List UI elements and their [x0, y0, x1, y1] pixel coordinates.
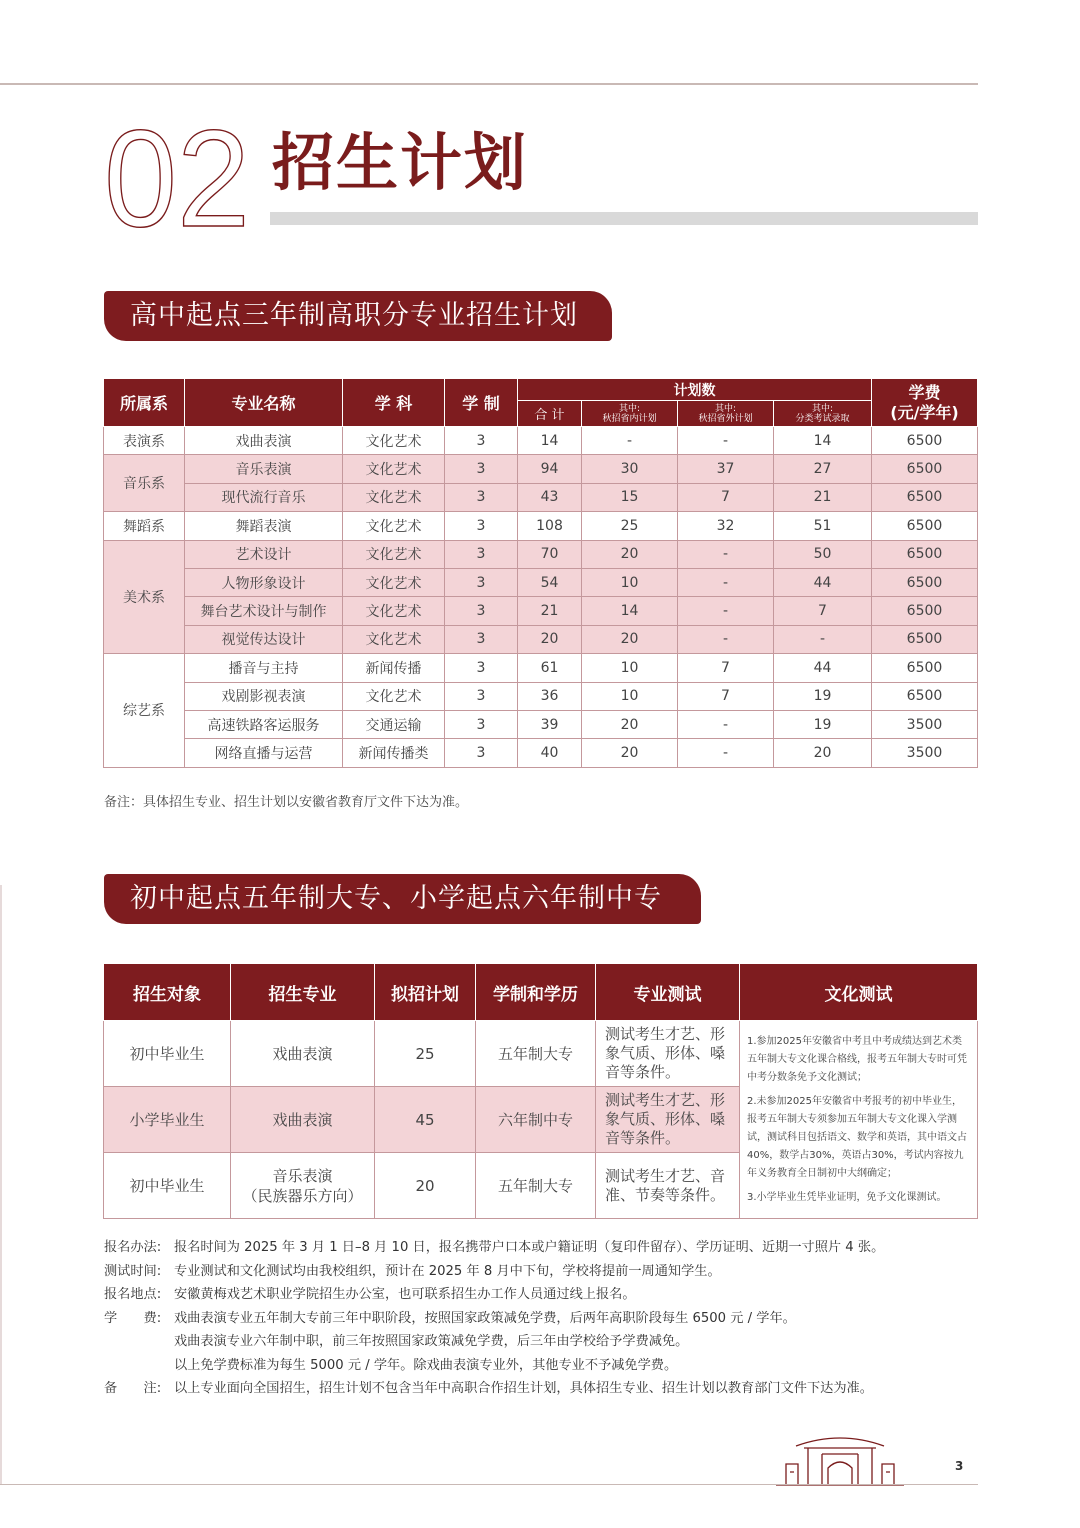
cell-fee: 6500: [872, 654, 978, 682]
cell-years: 3: [445, 625, 518, 653]
cell-years: 3: [445, 540, 518, 568]
cell-total: 21: [518, 597, 582, 625]
cell-dept: 综艺系: [104, 654, 185, 768]
note-text: 戏曲表演专业五年制大专前三年中职阶段，按照国家政策减免学费，后两年高职阶段每生 6500 元 / 学年。: [174, 1310, 796, 1326]
building-icon: [774, 1428, 906, 1488]
cell-fee: 6500: [872, 512, 978, 540]
th2-plan: 拟招计划: [375, 964, 476, 1021]
cell-in: 15: [582, 483, 678, 511]
th-fee-label: 学费: [908, 382, 941, 402]
cell-subject: 文化艺术: [343, 597, 445, 625]
cell-in: 20: [582, 710, 678, 738]
cell-in: 25: [582, 512, 678, 540]
cell-subject: 文化艺术: [343, 682, 445, 710]
cell-major: 舞蹈表演: [185, 512, 343, 540]
cell-out: -: [678, 427, 774, 455]
cell-subject: 文化艺术: [343, 540, 445, 568]
cell-pro-test: 测试考生才艺、音准、节奏等条件。: [596, 1153, 740, 1219]
cell-major: 艺术设计: [185, 540, 343, 568]
cell-years: 3: [445, 739, 518, 767]
cell-total: 108: [518, 512, 582, 540]
top-rule: [0, 83, 978, 85]
cell-out: 7: [678, 682, 774, 710]
note-text: 戏曲表演专业六年制中职，前三年按照国家政策减免学费，后三年由学校给予学费减免。: [174, 1334, 689, 1349]
cell-exam: 14: [774, 427, 872, 455]
cell-dept: 美术系: [104, 540, 185, 654]
cell-out: -: [678, 540, 774, 568]
cell-total: 43: [518, 483, 582, 511]
note-label: 学 费:: [104, 1310, 162, 1326]
note-label: 备 注:: [104, 1381, 162, 1396]
note-row: [104, 1283, 884, 1307]
th-in-province: 其中: 秋招省内计划: [582, 401, 678, 427]
th-major: 专业名称: [185, 379, 343, 427]
cell-subject: 文化艺术: [343, 568, 445, 596]
cell-pro-test: 测试考生才艺、形象气质、形体、嗓音等条件。: [596, 1087, 740, 1153]
cell-exam: 20: [774, 739, 872, 767]
cell-target: 初中毕业生: [104, 1153, 231, 1219]
table-row: [104, 625, 978, 653]
cell-years: 3: [445, 512, 518, 540]
title-underline-bar: [270, 212, 978, 225]
note-label: 报名地点:: [104, 1287, 162, 1302]
cell-fee: 6500: [872, 427, 978, 455]
cell-fee: 6500: [872, 455, 978, 483]
table2-row: [104, 1021, 978, 1087]
cell-culture-test: [740, 1021, 978, 1219]
cell-exam: 44: [774, 568, 872, 596]
cell-in: 14: [582, 597, 678, 625]
section2-table: [103, 963, 978, 1219]
th-total: 合 计: [518, 401, 582, 427]
cell-plan: 45: [375, 1087, 476, 1153]
note-text: 安徽黄梅戏艺术职业学院招生办公室，也可联系招生办工作人员通过线上报名。: [174, 1287, 636, 1302]
bottom-rule: [0, 1484, 978, 1485]
cell-exam: 50: [774, 540, 872, 568]
th2-pro-test: 专业测试: [596, 964, 740, 1021]
cell-target: 初中毕业生: [104, 1021, 231, 1087]
cell-years: 3: [445, 682, 518, 710]
cell-system: 五年制大专: [476, 1021, 596, 1087]
th-exam: 其中: 分类考试录取: [774, 401, 872, 427]
note-label: [104, 1330, 174, 1354]
cell-exam: 21: [774, 483, 872, 511]
cell-major: 人物形象设计: [185, 568, 343, 596]
cell-subject: 文化艺术: [343, 512, 445, 540]
cell-exam: 51: [774, 512, 872, 540]
th2-culture-test: 文化测试: [740, 964, 978, 1021]
table-row: [104, 739, 978, 767]
cell-major: 音乐表演 （民族器乐方向）: [231, 1153, 375, 1219]
section2-banner: 初中起点五年制大专、小学起点六年制中专: [104, 874, 701, 924]
cell-dept: 音乐系: [104, 455, 185, 512]
culture-item: 2.未参加2025年安徽省中考报考的初中毕业生，报考五年制大专须参加五年制大专文化课入学测试，测试科目包括语文、数学和英语，其中语文占40%，数学占30%，英语占30%，考试内容按九年义务教育全日制初中大纲确定；: [747, 1095, 967, 1179]
cell-major: 戏剧影视表演: [185, 682, 343, 710]
cell-fee: 6500: [872, 597, 978, 625]
cell-years: 3: [445, 427, 518, 455]
note-text: 报名时间为 2025 年 3 月 1 日–8 月 10 日，报名携带户口本或户籍证明（复印件留存）、学历证明、近期一寸照片 4 张。: [174, 1240, 885, 1255]
culture-item: 3.小学毕业生凭毕业证明，免予文化课测试。: [747, 1191, 947, 1203]
th2-system: 学制和学历: [476, 964, 596, 1021]
cell-total: 36: [518, 682, 582, 710]
cell-in: 10: [582, 682, 678, 710]
cell-fee: 6500: [872, 568, 978, 596]
cell-out: -: [678, 710, 774, 738]
cell-major: 戏曲表演: [231, 1087, 375, 1153]
cell-exam: 19: [774, 682, 872, 710]
cell-subject: 交通运输: [343, 710, 445, 738]
cell-subject: 新闻传播: [343, 654, 445, 682]
th-subject: 学 科: [343, 379, 445, 427]
table-row: [104, 512, 978, 540]
cell-years: 3: [445, 710, 518, 738]
cell-exam: 27: [774, 455, 872, 483]
th-out-province: 其中: 秋招省外计划: [678, 401, 774, 427]
table-row: [104, 540, 978, 568]
section-number-text: 02: [104, 118, 250, 233]
cell-out: 7: [678, 654, 774, 682]
note-label: 测试时间:: [104, 1263, 162, 1279]
cell-pro-test: 测试考生才艺、形象气质、形体、嗓音等条件。: [596, 1021, 740, 1087]
cell-years: 3: [445, 483, 518, 511]
note-row: [104, 1354, 884, 1378]
note-text: 以上专业面向全国招生，招生计划不包含当年中高职合作招生计划，具体招生专业、招生计划以教育部门文件下达为准。: [174, 1381, 873, 1396]
cell-total: 39: [518, 710, 582, 738]
page-number: 3: [955, 1459, 964, 1473]
cell-target: 小学毕业生: [104, 1087, 231, 1153]
cell-major: 网络直播与运营: [185, 739, 343, 767]
cell-in: -: [582, 427, 678, 455]
th-fee-unit: (元/学年): [890, 402, 959, 422]
cell-subject: 文化艺术: [343, 427, 445, 455]
th2-target: 招生对象: [104, 964, 231, 1021]
th-plan: 计划数: [518, 379, 872, 401]
cell-out: 32: [678, 512, 774, 540]
cell-in: 20: [582, 739, 678, 767]
section-number: [104, 118, 254, 233]
cell-subject: 文化艺术: [343, 483, 445, 511]
cell-exam: 7: [774, 597, 872, 625]
th-dept: 所属系: [104, 379, 185, 427]
note-row: [104, 1236, 884, 1260]
cell-subject: 新闻传播类: [343, 739, 445, 767]
cell-total: 20: [518, 625, 582, 653]
cell-exam: -: [774, 625, 872, 653]
cell-subject: 文化艺术: [343, 625, 445, 653]
section1-table-body: [104, 427, 978, 768]
table-row: [104, 682, 978, 710]
cell-out: -: [678, 568, 774, 596]
table-row: [104, 483, 978, 511]
cell-fee: 6500: [872, 625, 978, 653]
page-title: 招生计划: [272, 126, 529, 199]
cell-total: 70: [518, 540, 582, 568]
cell-plan: 25: [375, 1021, 476, 1087]
cell-exam: 44: [774, 654, 872, 682]
cell-out: 7: [678, 483, 774, 511]
cell-total: 94: [518, 455, 582, 483]
cell-out: -: [678, 739, 774, 767]
note-label: 报名办法:: [104, 1240, 162, 1255]
cell-total: 14: [518, 427, 582, 455]
cell-years: 3: [445, 568, 518, 596]
cell-in: 10: [582, 568, 678, 596]
cell-major: 播音与主持: [185, 654, 343, 682]
left-edge-mark: [0, 885, 2, 1485]
cell-major: 戏曲表演: [231, 1021, 375, 1087]
cell-subject: 文化艺术: [343, 455, 445, 483]
cell-total: 54: [518, 568, 582, 596]
cell-major: 音乐表演: [185, 455, 343, 483]
cell-major: 视觉传达设计: [185, 625, 343, 653]
cell-dept: 舞蹈系: [104, 512, 185, 540]
cell-major: 舞台艺术设计与制作: [185, 597, 343, 625]
cell-total: 61: [518, 654, 582, 682]
cell-in: 20: [582, 540, 678, 568]
section1-note: 备注：具体招生专业、招生计划以安徽省教育厅文件下达为准。: [104, 795, 469, 810]
cell-in: 30: [582, 455, 678, 483]
note-row: [104, 1330, 884, 1354]
table-row: [104, 568, 978, 596]
table-row: [104, 654, 978, 682]
cell-in: 10: [582, 654, 678, 682]
section1-banner: 高中起点三年制高职分专业招生计划: [104, 291, 612, 341]
cell-plan: 20: [375, 1153, 476, 1219]
cell-years: 3: [445, 654, 518, 682]
note-text: 专业测试和文化测试均由我校组织，预计在 2025 年 8 月中下旬，学校将提前一周通知学生。: [174, 1263, 721, 1279]
note-text: 以上免学费标准为每生 5000 元 / 学年。除戏曲表演专业外，其他专业不予减免学费。: [174, 1357, 678, 1373]
note-row: [104, 1307, 884, 1331]
th-fee: [872, 379, 978, 427]
cell-dept: 表演系: [104, 427, 185, 455]
cell-out: -: [678, 625, 774, 653]
cell-fee: 6500: [872, 540, 978, 568]
cell-fee: 3500: [872, 739, 978, 767]
th2-major: 招生专业: [231, 964, 375, 1021]
th-years: 学 制: [445, 379, 518, 427]
cell-system: 六年制中专: [476, 1087, 596, 1153]
cell-fee: 6500: [872, 682, 978, 710]
table-row: [104, 710, 978, 738]
cell-major: 高速铁路客运服务: [185, 710, 343, 738]
cell-system: 五年制大专: [476, 1153, 596, 1219]
cell-out: -: [678, 597, 774, 625]
cell-out: 37: [678, 455, 774, 483]
cell-total: 40: [518, 739, 582, 767]
table-row: [104, 455, 978, 483]
section1-table: [103, 378, 978, 768]
enrollment-notes: [104, 1236, 884, 1401]
table-row: [104, 427, 978, 455]
note-row: [104, 1377, 884, 1401]
note-row: [104, 1260, 884, 1284]
cell-years: 3: [445, 597, 518, 625]
cell-major: 戏曲表演: [185, 427, 343, 455]
cell-fee: 3500: [872, 710, 978, 738]
cell-in: 20: [582, 625, 678, 653]
cell-exam: 19: [774, 710, 872, 738]
cell-major: 现代流行音乐: [185, 483, 343, 511]
cell-years: 3: [445, 455, 518, 483]
cell-fee: 6500: [872, 483, 978, 511]
note-label: [104, 1354, 174, 1378]
culture-item: 1.参加2025年安徽省中考且中考成绩达到艺术类五年制大专文化课合格线，报考五年制大专时可凭中考分数条免予文化测试；: [747, 1035, 967, 1083]
table-row: [104, 597, 978, 625]
